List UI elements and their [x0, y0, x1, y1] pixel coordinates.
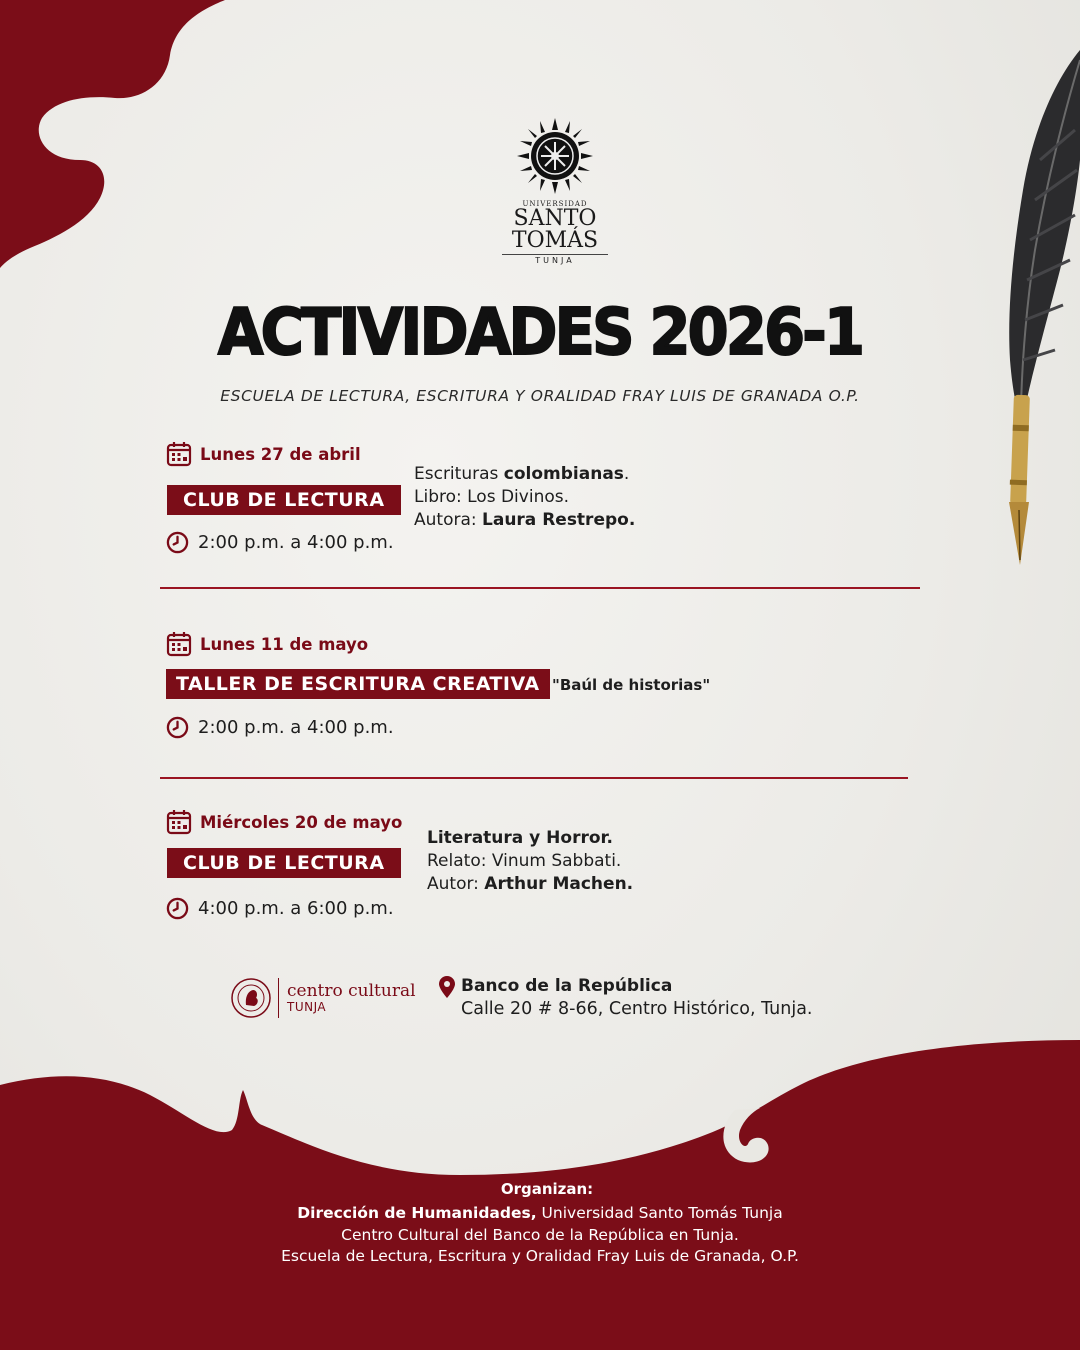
description-line: Libro: Los Divinos. — [414, 487, 570, 507]
logo-divider — [278, 978, 279, 1018]
event-2-date-row — [166, 631, 368, 657]
venue-name: Banco de la República — [461, 976, 673, 996]
event-type-tag: TALLER DE ESCRITURA CREATIVA — [166, 669, 550, 699]
university-name: SANTO TOMÁS — [511, 206, 599, 253]
section-divider — [160, 777, 908, 779]
event-date: Miércoles 20 de mayo — [200, 812, 403, 832]
event-1-time-row — [166, 531, 394, 554]
section-divider — [160, 587, 920, 589]
event-3-time-row — [166, 897, 394, 920]
event-1-date-row — [166, 441, 361, 467]
event-3-date-row — [166, 809, 402, 835]
centro-cultural-name: centro cultural — [287, 981, 416, 1001]
organizers-line-2: Centro Cultural del Banco de la República en Tunja. — [341, 1226, 739, 1244]
description-line: Relato: Vinum Sabbati. — [427, 851, 622, 871]
organizers-heading: Organizan: — [500, 1180, 594, 1198]
page-title: ACTIVIDADES 2026-1 — [217, 296, 863, 370]
university-label: UNIVERSIDAD — [522, 200, 588, 208]
bank-seal-icon — [230, 977, 272, 1019]
description-line: Literatura y Horror. — [427, 828, 613, 848]
clock-icon — [166, 531, 189, 554]
event-date: Lunes 11 de mayo — [200, 634, 369, 654]
centro-cultural-city: TUNJA — [287, 1000, 327, 1014]
event-note: "Baúl de historias" — [552, 676, 711, 694]
university-logo — [490, 118, 620, 265]
calendar-icon — [166, 441, 192, 467]
organizers-line-1: Dirección de Humanidades, Universidad Santo Tomás Tunja — [297, 1204, 783, 1222]
event-2-time-row — [166, 716, 394, 739]
university-city: TUNJA — [502, 254, 608, 265]
centro-cultural-logo — [230, 977, 416, 1019]
university-seal-icon — [517, 118, 593, 194]
description-line: Autora: Laura Restrepo. — [414, 510, 636, 530]
event-type-tag: CLUB DE LECTURA — [167, 485, 401, 515]
description-line: Autor: Arthur Machen. — [427, 874, 634, 894]
clock-icon — [166, 716, 189, 739]
venue-address: Calle 20 # 8-66, Centro Histórico, Tunja. — [461, 999, 813, 1019]
location-pin-icon — [439, 976, 455, 998]
clock-icon — [166, 897, 189, 920]
event-date: Lunes 27 de abril — [200, 444, 361, 464]
organizers-line-3: Escuela de Lectura, Escritura y Oralidad Fray Luis de Granada, O.P. — [281, 1247, 799, 1265]
event-time: 4:00 p.m. a 6:00 p.m. — [198, 898, 394, 919]
event-3-description — [427, 827, 633, 896]
calendar-icon — [166, 631, 192, 657]
page-subtitle: ESCUELA DE LECTURA, ESCRITURA Y ORALIDAD FRAY LUIS DE GRANADA O.P. — [220, 387, 860, 405]
event-type-tag: CLUB DE LECTURA — [167, 848, 401, 878]
calendar-icon — [166, 809, 192, 835]
description-line: Escrituras colombianas. — [414, 464, 630, 484]
event-1-description — [414, 463, 635, 532]
event-time: 2:00 p.m. a 4:00 p.m. — [198, 532, 394, 553]
event-time: 2:00 p.m. a 4:00 p.m. — [198, 717, 394, 738]
